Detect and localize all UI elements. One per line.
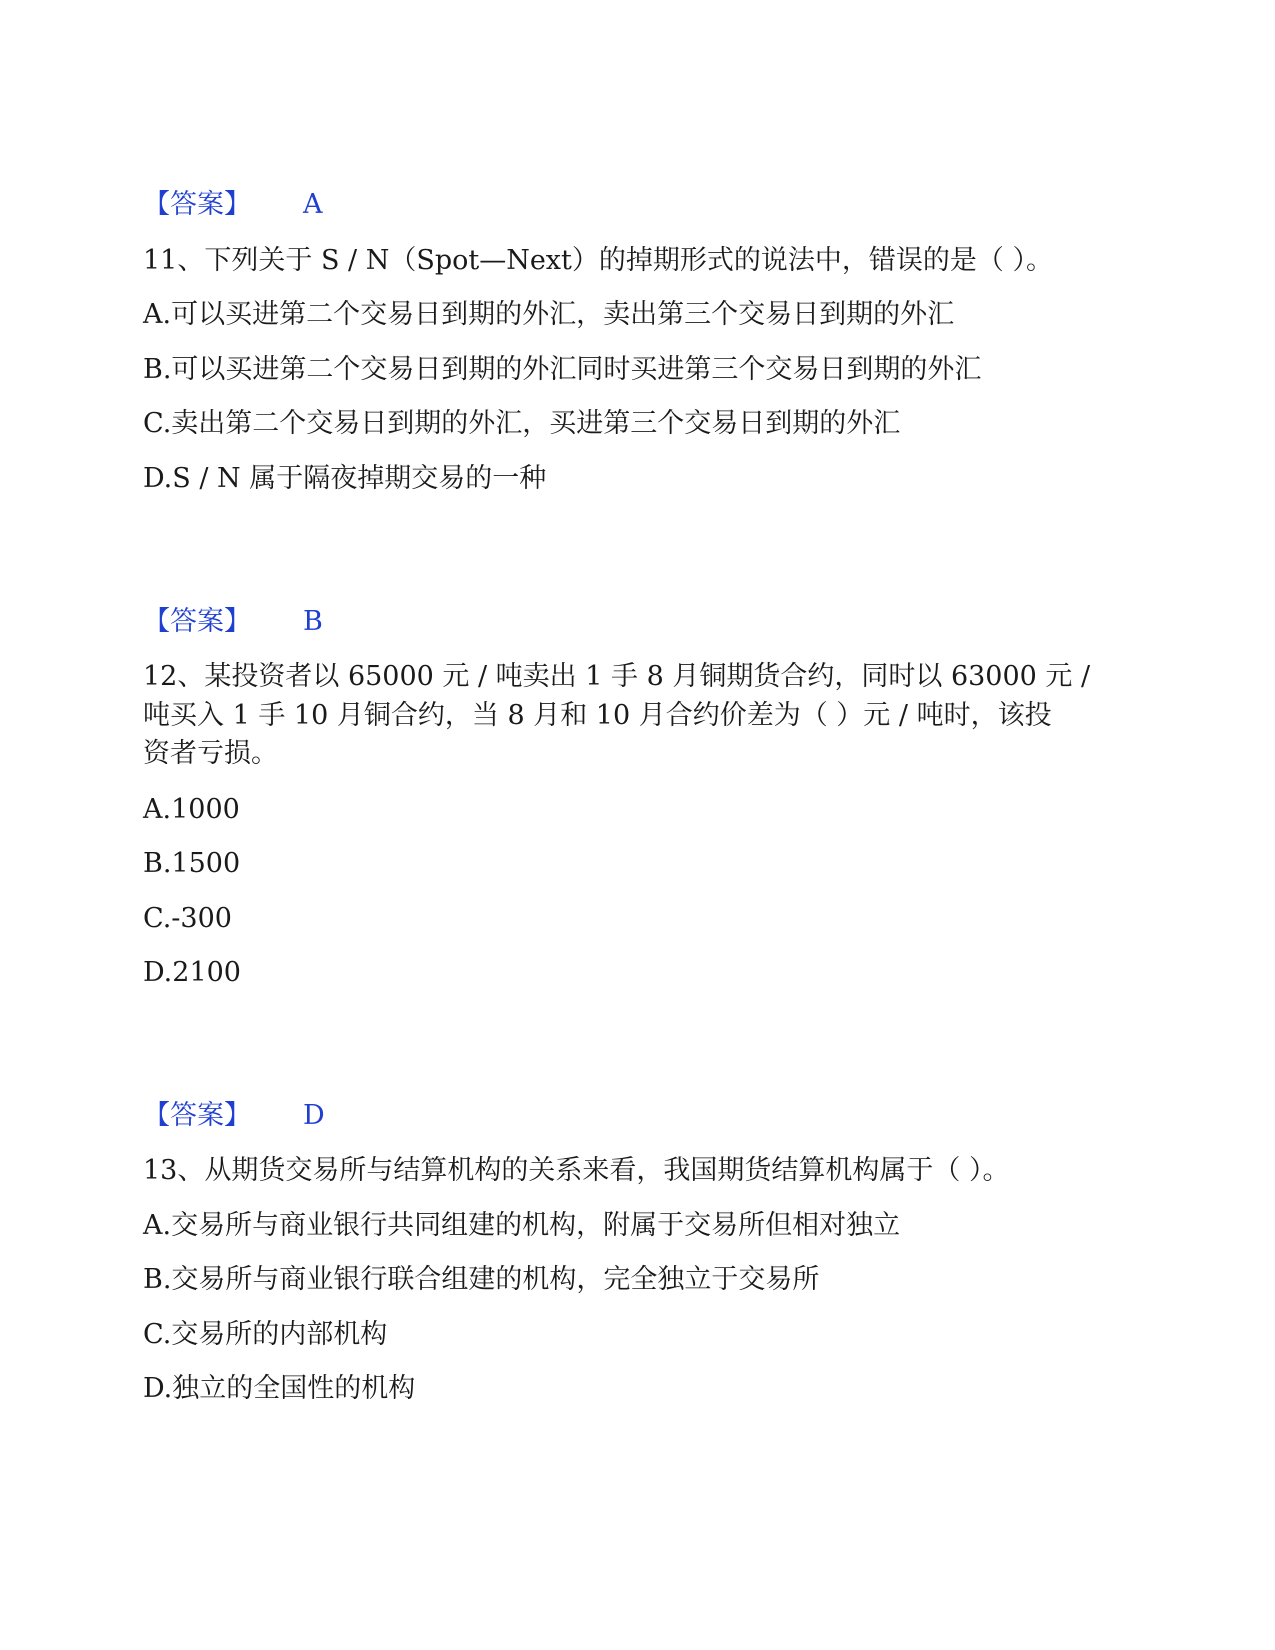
q11-option-a: A.可以买进第二个交易日到期的外汇，卖出第三个交易日到期的外汇 xyxy=(143,299,955,330)
answer-line xyxy=(143,1097,325,1135)
question-12-line-3: 资者亏损。 xyxy=(143,738,278,769)
answer-label: 【答案】 xyxy=(143,189,251,220)
question-13: 13、从期货交易所与结算机构的关系来看，我国期货结算机构属于（ ）。 xyxy=(143,1155,1010,1186)
q13-option-c: C.交易所的内部机构 xyxy=(143,1319,388,1350)
answer-value: A xyxy=(303,189,323,220)
q13-option-b: B.交易所与商业银行联合组建的机构，完全独立于交易所 xyxy=(143,1264,820,1295)
q13-option-a: A.交易所与商业银行共同组建的机构，附属于交易所但相对独立 xyxy=(143,1210,901,1241)
q11-option-d: D.S / N 属于隔夜掉期交易的一种 xyxy=(143,463,547,494)
q12-option-c: C.-300 xyxy=(143,903,232,934)
answer-value: D xyxy=(303,1100,325,1131)
q12-option-b: B.1500 xyxy=(143,848,241,879)
question-11: 11、下列关于 S / N（Spot—Next）的掉期形式的说法中，错误的是（ ）。 xyxy=(143,245,1053,276)
q13-option-d: D.独立的全国性的机构 xyxy=(143,1373,416,1404)
answer-value: B xyxy=(303,606,323,637)
q12-option-a: A.1000 xyxy=(143,794,240,825)
q12-option-d: D.2100 xyxy=(143,957,241,988)
question-12-line-1: 12、某投资者以 65000 元 / 吨卖出 1 手 8 月铜期货合约，同时以 63000 元 / xyxy=(143,661,1091,692)
q11-option-c: C.卖出第二个交易日到期的外汇，买进第三个交易日到期的外汇 xyxy=(143,408,901,439)
answer-line xyxy=(143,603,323,641)
answer-line xyxy=(143,186,323,224)
answer-label: 【答案】 xyxy=(143,1100,251,1131)
answer-label: 【答案】 xyxy=(143,606,251,637)
question-12-line-2: 吨买入 1 手 10 月铜合约，当 8 月和 10 月合约价差为（ ）元 / 吨时，该投 xyxy=(143,700,1052,731)
q11-option-b: B.可以买进第二个交易日到期的外汇同时买进第三个交易日到期的外汇 xyxy=(143,354,982,385)
